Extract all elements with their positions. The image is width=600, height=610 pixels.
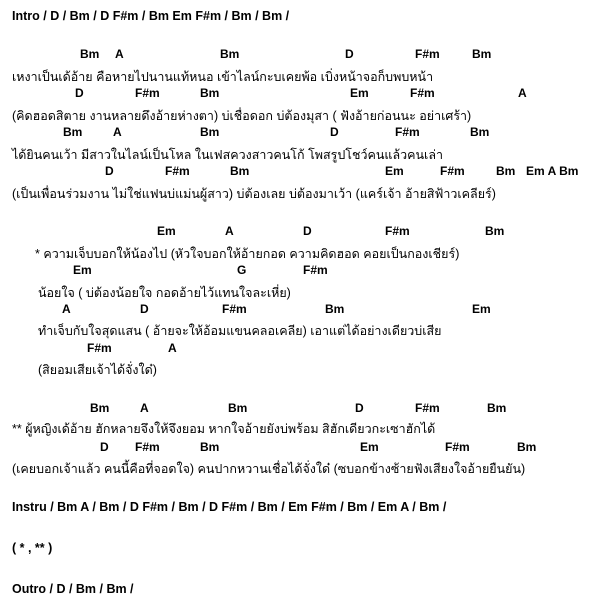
chord-label: D (303, 224, 312, 238)
chord-label: D (105, 164, 114, 178)
lyric-line: เหงาเป็นเด้อ้าย คือหายไปนานแท้หนอ เข้าไลน์กะบเคยพ้อ เบิ่งหน้าจอก็บพบหน้า (12, 70, 434, 84)
chord-label: D (100, 440, 109, 454)
lyric-line: (สิยอมเสียเจ้าได้จั่งใด๋) (38, 363, 157, 377)
chord-label: Em (472, 302, 491, 316)
chord-label: D (355, 401, 364, 415)
chord-label: Bm (325, 302, 345, 316)
chord-label: Bm (200, 86, 220, 100)
chord-label: Bm (63, 125, 83, 139)
lyric-line: ได้ยินคนเว้า มีสาวในไลน์เป็นโหล ในเฟสควงสาวคนโก้ โพสรูปโชว์คนแล้วคนเล่า (12, 148, 444, 162)
chord-label: Em (360, 440, 379, 454)
instru-line: Instru / Bm A / Bm / D F#m / Bm / D F#m / Bm / Em F#m / Bm / Em A / Bm / (12, 500, 447, 514)
chord-label: Bm (472, 47, 492, 61)
chord-label: Bm (90, 401, 110, 415)
chord-label: A (140, 401, 149, 415)
lyric-line: * ความเจ็บบอกให้น้องไป (หัวใจบอกให้อ้ายกอด ความคิดฮอด คอยเป็นกองเชียร์) (35, 247, 460, 261)
chord-label: F#m (415, 47, 440, 61)
chord-label: D (345, 47, 354, 61)
chord-label: Bm (517, 440, 537, 454)
intro-line: Intro / D / Bm / D F#m / Bm Em F#m / Bm / Bm / (12, 9, 290, 23)
chord-label: D (330, 125, 339, 139)
chord-label: Em (73, 263, 92, 277)
chord-label: Bm (496, 164, 516, 178)
chord-label: Bm (470, 125, 490, 139)
chord-label: F#m (165, 164, 190, 178)
chord-label: Bm (80, 47, 100, 61)
chord-label: D (75, 86, 84, 100)
chord-label: A (115, 47, 124, 61)
chord-label: D (140, 302, 149, 316)
chord-label: Em (157, 224, 176, 238)
chord-label: Bm (485, 224, 505, 238)
chord-label: Em (385, 164, 404, 178)
chord-label: F#m (303, 263, 328, 277)
chord-label: A (518, 86, 527, 100)
chord-label: F#m (440, 164, 465, 178)
chord-label: F#m (87, 341, 112, 355)
chord-label: Bm (220, 47, 240, 61)
chord-label: A (113, 125, 122, 139)
chord-label: Bm (230, 164, 250, 178)
chord-label: Bm (487, 401, 507, 415)
chord-label: Bm (200, 440, 220, 454)
lyric-line: ** ผู้หญิงเด้อ้าย ฮักหลายจึงให้จึงยอม หากใจอ้ายยังบ่พร้อม สิฮักเดียวกะเซาฮักได้ (12, 422, 436, 436)
chord-label: F#m (445, 440, 470, 454)
outro-line: Outro / D / Bm / Bm / (12, 582, 134, 596)
lyric-line: น้อยใจ ( บ่ต้องน้อยใจ กอดอ้ายไว้แทนใจละเหี่ย) (38, 286, 291, 300)
lyric-line: (คิดฮอดสิตาย งานหลายดึงอ้ายห่างตา) บ่เชื่อดอก บ่ต้องมุสา ( ฟังอ้ายก่อนนะ อย่าเศร้า) (12, 109, 472, 123)
chord-label: A (225, 224, 234, 238)
lyric-line: (เคยบอกเจ้าแล้ว คนนี้คือที่จอดใจ) คนปากหวานเชื่อได้จั่งใด๋ (ซบอกข้างซ้ายฟังเสียงใจอ้ายยืนยัน) (12, 462, 526, 476)
chord-label: Bm (200, 125, 220, 139)
chord-label: G (237, 263, 247, 277)
chord-label: A (62, 302, 71, 316)
chord-label: F#m (415, 401, 440, 415)
chord-label: F#m (135, 86, 160, 100)
chord-label: F#m (395, 125, 420, 139)
chord-label: F#m (135, 440, 160, 454)
chord-label: Bm (228, 401, 248, 415)
lyric-line: (เป็นเพื่อนร่วมงาน ไม่ใช่แฟนบ่แม่นผู้สาว) บ่ต้องเลย บ่ต้องมาเว้า (แคร์เจ้า อ้ายสิฟ้าวเคลียร์) (12, 187, 496, 201)
chord-label: F#m (222, 302, 247, 316)
chord-label: A (168, 341, 177, 355)
chord-label: Em A Bm (526, 164, 579, 178)
chord-label: Em (350, 86, 369, 100)
lyric-line: ทำเจ็บกับใจสุดแสน ( อ้ายจะให้อ้อมแขนคลอเคลีย) เอาแต่ได้อย่างเดียวบ่เสีย (38, 324, 442, 338)
chord-label: F#m (410, 86, 435, 100)
repeat-marker: ( * , ** ) (12, 541, 53, 555)
chord-label: F#m (385, 224, 410, 238)
